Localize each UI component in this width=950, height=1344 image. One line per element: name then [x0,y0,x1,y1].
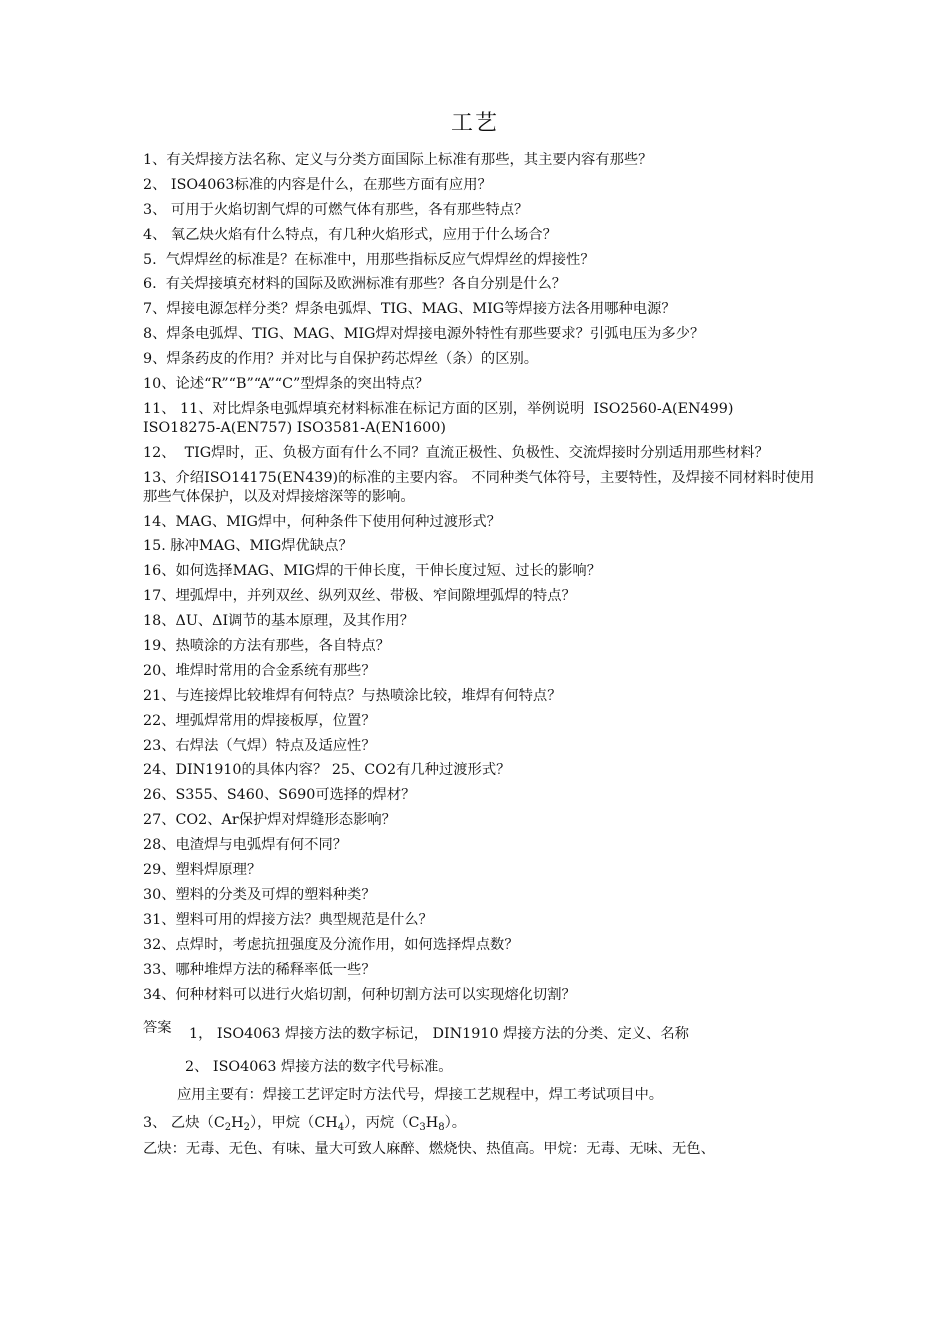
question-item: 24、DIN1910的具体内容？ 25、CO2有几种过渡形式？ [143,762,511,779]
question-item: 2、 ISO4063标准的内容是什么，在那些方面有应用？ [143,176,492,193]
answers-section [143,1019,815,1159]
question-item: 4、 氧乙炔火焰有什么特点，有几种火焰形式，应用于什么场合？ [143,226,557,243]
question-item: 6. 有关焊接填充材料的国际及欧洲标准有那些？各自分别是什么？ [143,276,567,293]
answer-2: 2、 ISO4063 焊接方法的数字代号标准。 [185,1058,453,1075]
question-item: 13、介绍ISO14175(EN439)的标准的主要内容。 不同种类气体符号，主要特性，及焊接不同材料时使用那些气体保护，以及对焊接熔深等的影响。 [143,469,815,505]
question-list [143,151,815,1005]
answer-3: 3、 乙炔$(C_2H_2)$，甲烷$(CH_4)$，丙烷$(C_3H_8)$。 [143,1114,467,1133]
question-item: 15. 脉冲MAG、MIG焊优缺点？ [143,538,353,555]
question-item: 10、论述“R”“B”“A”“C”型焊条的突出特点？ [143,376,430,393]
answer-2-application: 应用主要有：焊接工艺评定时方法代号，焊接工艺规程中，焊工考试项目中。 [177,1086,664,1103]
question-item: 17、埋弧焊中，并列双丝、纵列双丝、带极、窄间隙埋弧焊的特点？ [143,588,576,605]
answer-3-detail: 乙炔：无毒、无色、有味、量大可致人麻醉、燃烧快、热值高。甲烷：无毒、无味、无色、 [143,1140,715,1157]
question-item: 29、塑料焊原理？ [143,862,262,879]
question-item: 20、堆焊时常用的合金系统有那些？ [143,662,376,679]
answer-1: 1， ISO4063 焊接方法的数字标记， DIN1910 焊接方法的分类、定义、名称 [189,1025,689,1042]
document-body [143,151,815,1159]
question-item: 22、埋弧焊常用的焊接板厚，位置？ [143,712,376,729]
question-item: 11、 11、对比焊条电弧焊填充材料标准在标记方面的区别，举例说明 ISO2560-A(EN499) ISO18275-A(EN757) ISO3581-A(EN1600) [143,400,738,436]
question-item: 3、 可用于火焰切割气焊的可燃气体有那些，各有那些特点？ [143,201,529,218]
question-item: 12、 TIG焊时，正、负极方面有什么不同？直流正极性、负极性、交流焊接时分别适用那些材料？ [143,444,769,461]
question-item: 14、MAG、MIG焊中，何种条件下使用何种过渡形式？ [143,513,501,530]
question-item: 23、右焊法（气焊）特点及适应性？ [143,737,376,754]
question-item: 7、焊接电源怎样分类？焊条电弧焊、TIG、MAG、MIG等焊接方法各用哪种电源？ [143,301,676,318]
question-item: 34、何种材料可以进行火焰切割，何种切割方法可以实现熔化切割？ [143,986,576,1003]
question-item: 8、焊条电弧焊、TIG、MAG、MIG焊对焊接电源外特性有那些要求？引弧电压为多少？ [143,326,705,343]
question-item: 32、点焊时，考虑抗扭强度及分流作用，如何选择焊点数？ [143,936,519,953]
question-item: 28、电渣焊与电弧焊有何不同？ [143,837,348,854]
question-item: 5. 气焊焊丝的标准是？在标准中，用那些指标反应气焊焊丝的焊接性？ [143,251,595,268]
question-item: 30、塑料的分类及可焊的塑料种类？ [143,886,376,903]
answers-label: 答案 [143,1019,172,1036]
question-item: 26、S355、S460、S690可选择的焊材？ [143,787,416,804]
question-item: 18、ΔU、ΔI调节的基本原理，及其作用？ [143,613,414,630]
question-item: 9、焊条药皮的作用？并对比与自保护药芯焊丝（条）的区别。 [143,351,539,368]
question-item: 33、哪种堆焊方法的稀释率低一些？ [143,961,376,978]
question-item: 31、塑料可用的焊接方法？典型规范是什么？ [143,911,433,928]
question-item: 19、热喷涂的方法有那些，各自特点？ [143,638,390,655]
page-title: 工艺 [450,111,499,136]
question-item: 21、与连接焊比较堆焊有何特点？与热喷涂比较，堆焊有何特点？ [143,687,562,704]
question-item: 16、如何选择MAG、MIG焊的干伸长度，干伸长度过短、过长的影响？ [143,563,601,580]
question-item: 27、CO2、Ar保护焊对焊缝形态影响？ [143,812,396,829]
question-item: 1、有关焊接方法名称、定义与分类方面国际上标准有那些，其主要内容有那些？ [143,152,653,168]
